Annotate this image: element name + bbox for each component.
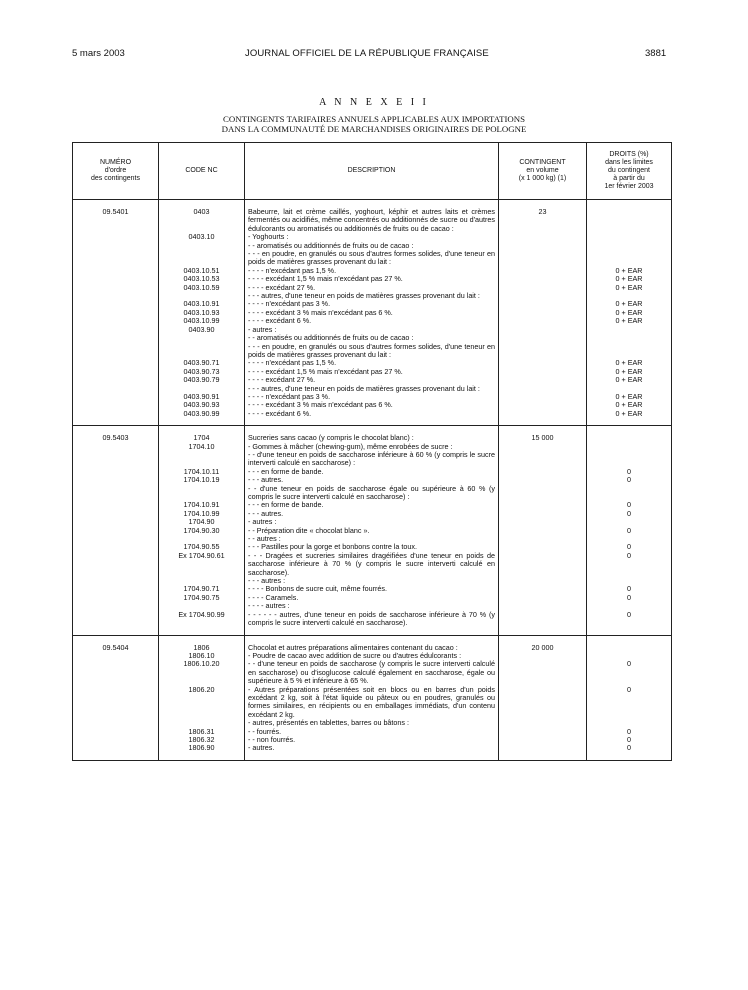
quota-number-cell [73,485,159,502]
description-cell: Chocolat et autres préparations alimentaires contenant du cacao : [245,644,499,652]
duty-cell: 0 [587,468,672,476]
duty-cell: 0 [587,728,672,736]
quota-number-cell: 09.5401 [73,208,159,233]
col-numero-sub2: des contingents [90,175,141,182]
quota-number-cell [73,284,159,292]
volume-cell [499,736,587,744]
nc-code-cell: 0403.10.59 [159,284,245,292]
group-separator [73,753,672,761]
nc-code-cell: Ex 1704.90.61 [159,552,245,577]
volume-cell [499,309,587,317]
duty-cell [587,451,672,468]
volume-cell: 20 000 [499,644,587,652]
quota-number-cell [73,359,159,367]
quota-number-cell [73,660,159,685]
duty-cell: 0 [587,686,672,720]
volume-cell [499,376,587,384]
description-cell: - - - autres. [245,476,499,484]
quota-number-cell [73,309,159,317]
table-row [73,275,672,283]
quota-number-cell [73,476,159,484]
separator-cell [587,628,672,636]
description-cell: Babeurre, lait et crème caillés, yoghourt, képhir et autres laits et crèmes fermentés ou acidifiés, même concentrés ou additionnés de sucre ou d'autres édulcorants ou aromatisés ou additionnés de fruits ou de cacao : [245,208,499,233]
quota-number-cell [73,385,159,393]
table-row [73,611,672,628]
description-cell: - - - - excédant 27 %. [245,376,499,384]
duty-cell: 0 [587,501,672,509]
separator-cell [245,418,499,426]
volume-cell [499,292,587,300]
nc-code-cell: 1704.10.19 [159,476,245,484]
col-header-code: CODE NC [159,143,245,200]
volume-cell [499,275,587,283]
nc-code-cell: 1704.90.71 [159,585,245,593]
description-cell: - - - - - - autres, d'une teneur en poids de saccharose inférieure à 70 % (y compris le sucre interverti calculé en saccharose). [245,611,499,628]
duty-cell: 0 [587,660,672,685]
table-row [73,660,672,685]
duty-cell [587,334,672,342]
table-row [73,728,672,736]
quota-number-cell [73,611,159,628]
duty-cell [587,485,672,502]
col-numero-sub1: d'ordre [104,167,127,174]
col-contingent-title: CONTINGENT [519,159,566,166]
description-cell: - - - - excédant 6 %. [245,317,499,325]
nc-code-cell [159,334,245,342]
quota-number-cell [73,317,159,325]
quota-number-cell [73,275,159,283]
quota-number-cell [73,652,159,660]
duty-cell: 0 [587,744,672,752]
duty-cell: 0 + EAR [587,368,672,376]
volume-cell [499,317,587,325]
volume-cell: 15 000 [499,434,587,442]
header-journal-title: JOURNAL OFFICIEL DE LA RÉPUBLIQUE FRANÇAISE [245,48,489,59]
duty-cell: 0 [587,552,672,577]
nc-code-cell: 1806.32 [159,736,245,744]
volume-cell [499,527,587,535]
description-cell: - Gommes à mâcher (chewing-gum), même enrobées de sucre : [245,443,499,451]
quota-number-cell [73,602,159,610]
nc-code-cell: 0403.10.93 [159,309,245,317]
nc-code-cell: 1806 [159,644,245,652]
volume-cell [499,334,587,342]
description-cell: - - non fourrés. [245,736,499,744]
nc-code-cell: 1704.10.99 [159,510,245,518]
col-header-contingent [499,143,587,200]
annex-subtitle-line1: CONTINGENTS TARIFAIRES ANNUELS APPLICABLES AUX IMPORTATIONS [223,114,525,124]
col-header-droits [587,143,672,200]
nc-code-cell: 1704.90.75 [159,594,245,602]
quota-number-cell: 09.5404 [73,644,159,652]
duty-cell: 0 + EAR [587,275,672,283]
nc-code-cell: 0403.90.71 [159,359,245,367]
description-cell: - - - - n'excédant pas 1,5 %. [245,359,499,367]
quota-number-cell [73,401,159,409]
table-row [73,510,672,518]
nc-code-cell [159,343,245,360]
duty-cell [587,443,672,451]
col-numero-title: NUMÉRO [99,159,132,166]
spacer-cell [587,635,672,644]
quota-number-cell [73,267,159,275]
col-droits-sub2: du contingent [607,167,651,174]
spacer-cell [587,200,672,209]
separator-cell [245,628,499,636]
description-cell: - - - - n'excédant pas 3 %. [245,300,499,308]
duty-cell: 0 + EAR [587,393,672,401]
volume-cell [499,284,587,292]
col-header-numero [73,143,159,200]
volume-cell [499,368,587,376]
description-cell: - - - - excédant 3 % mais n'excédant pas 6 %. [245,401,499,409]
header-date: 5 mars 2003 [72,48,125,59]
volume-cell [499,510,587,518]
table-row [73,410,672,418]
duty-cell: 0 [587,594,672,602]
quota-number-cell [73,686,159,720]
duty-cell [587,326,672,334]
description-cell: - - - - Caramels. [245,594,499,602]
table-row [73,250,672,267]
col-droits-sub4: 1er février 2003 [604,183,654,190]
nc-code-cell [159,451,245,468]
duty-cell: 0 [587,736,672,744]
table-row [73,292,672,300]
volume-cell [499,518,587,526]
quota-number-cell [73,535,159,543]
description-cell: - Autres préparations présentées soit en blocs ou en barres d'un poids excédant 2 kg, soit à l'état liquide ou pâteux ou en poudres, granulés ou formes similaires, en récipients ou en emballages immédiats, d'un contenu excédant 2 kg. [245,686,499,720]
nc-code-cell: 1704.10.11 [159,468,245,476]
quota-number-cell [73,736,159,744]
volume-cell [499,543,587,551]
quota-number-cell [73,326,159,334]
description-cell: - - d'une teneur en poids de saccharose égale ou supérieure à 60 % (y compris le sucre interverti calculé en saccharose) : [245,485,499,502]
nc-code-cell: 1806.10 [159,652,245,660]
volume-cell [499,686,587,720]
description-cell: - Yoghourts : [245,233,499,241]
quota-number-cell [73,242,159,250]
description-cell: - - - en poudre, en granulés ou sous d'autres formes solides, d'une teneur en poids de matières grasses provenant du lait : [245,250,499,267]
description-cell: - - aromatisés ou additionnés de fruits ou de cacao : [245,242,499,250]
quota-number-cell [73,719,159,727]
volume-cell [499,485,587,502]
quota-number-cell [73,594,159,602]
volume-cell [499,359,587,367]
volume-cell [499,242,587,250]
spacer-cell [587,426,672,435]
description-cell: - - Préparation dite « chocolat blanc ». [245,527,499,535]
duty-cell: 0 [587,527,672,535]
volume-cell [499,250,587,267]
nc-code-cell: 1704.90 [159,518,245,526]
nc-code-cell: 1704.10.91 [159,501,245,509]
quota-number-cell [73,343,159,360]
description-cell: - - - Pastilles pour la gorge et bonbons contre la toux. [245,543,499,551]
volume-cell [499,501,587,509]
tariff-quota-table [72,142,672,761]
quota-number-cell [73,233,159,241]
volume-cell [499,326,587,334]
duty-cell: 0 [587,585,672,593]
description-cell: - - - autres : [245,577,499,585]
separator-cell [159,753,245,761]
col-droits-sub1: dans les limites [605,159,653,166]
annex-subtitle-line2: DANS LA COMMUNAUTÉ DE MARCHANDISES ORIGINAIRES DE POLOGNE [221,124,527,134]
description-cell: - autres : [245,518,499,526]
description-cell: - - - en poudre, en granulés ou sous d'autres formes solides, d'une teneur en poids de matières grasses provenant du lait : [245,343,499,360]
nc-code-cell: 0403 [159,208,245,233]
group-separator [73,628,672,636]
description-cell: - autres, présentés en tablettes, barres ou bâtons : [245,719,499,727]
annex-title: A N N E X E I I [319,97,429,108]
separator-cell [587,753,672,761]
volume-cell [499,401,587,409]
quota-number-cell [73,451,159,468]
nc-code-cell: 0403.10.53 [159,275,245,283]
nc-code-cell: 0403.90.79 [159,376,245,384]
duty-cell: 0 + EAR [587,284,672,292]
separator-cell [73,628,159,636]
nc-code-cell: 0403.10.91 [159,300,245,308]
quota-number-cell: 09.5403 [73,434,159,442]
volume-cell [499,476,587,484]
nc-code-cell: 0403.90.73 [159,368,245,376]
group-separator [73,418,672,426]
description-cell: - - - - excédant 27 %. [245,284,499,292]
table-row [73,744,672,752]
quota-number-cell [73,250,159,267]
duty-cell: 0 [587,510,672,518]
description-cell: - autres. [245,744,499,752]
separator-cell [587,418,672,426]
nc-code-cell: 1806.20 [159,686,245,720]
table-row [73,343,672,360]
duty-cell: 0 + EAR [587,359,672,367]
nc-code-cell: 0403.10.51 [159,267,245,275]
separator-cell [73,418,159,426]
quota-number-cell [73,292,159,300]
description-cell: - - - - n'excédant pas 3 %. [245,393,499,401]
nc-code-cell [159,242,245,250]
quota-number-cell [73,552,159,577]
separator-cell [499,418,587,426]
volume-cell [499,468,587,476]
quota-number-cell [73,410,159,418]
duty-cell: 0 [587,611,672,628]
quota-number-cell [73,468,159,476]
table-row [73,719,672,727]
description-cell: - - aromatisés ou additionnés de fruits ou de cacao : [245,334,499,342]
duty-cell [587,250,672,267]
quota-number-cell [73,585,159,593]
separator-cell [159,418,245,426]
table-row [73,451,672,468]
table-row [73,527,672,535]
duty-cell: 0 [587,543,672,551]
description-cell: - Poudre de cacao avec addition de sucre ou d'autres édulcorants : [245,652,499,660]
description-cell: - - - - excédant 3 % mais n'excédant pas 6 %. [245,309,499,317]
table-row [73,518,672,526]
volume-cell [499,267,587,275]
volume-cell [499,611,587,628]
table-row [73,736,672,744]
volume-cell [499,660,587,685]
duty-cell [587,343,672,360]
volume-cell: 23 [499,208,587,233]
duty-cell: 0 + EAR [587,376,672,384]
volume-cell [499,552,587,577]
quota-number-cell [73,334,159,342]
table-row [73,317,672,325]
description-cell: Sucreries sans cacao (y compris le chocolat blanc) : [245,434,499,442]
nc-code-cell: 1806.10.20 [159,660,245,685]
nc-code-cell [159,250,245,267]
nc-code-cell: 0403.90.91 [159,393,245,401]
description-cell: - - fourrés. [245,728,499,736]
quota-number-cell [73,393,159,401]
duty-cell [587,208,672,233]
duty-cell [587,242,672,250]
description-cell: - - - en forme de bande. [245,468,499,476]
duty-cell: 0 + EAR [587,309,672,317]
volume-cell [499,300,587,308]
volume-cell [499,535,587,543]
description-cell: - - d'une teneur en poids de saccharose inférieure à 60 % (y compris le sucre interverti calculé en saccharose) : [245,451,499,468]
table-row [73,585,672,593]
table-row [73,686,672,720]
description-cell: - - - - excédant 6 %. [245,410,499,418]
quota-number-cell [73,527,159,535]
quota-number-cell [73,728,159,736]
separator-cell [73,753,159,761]
table-header-row [73,143,672,200]
volume-cell [499,585,587,593]
volume-cell [499,443,587,451]
volume-cell [499,451,587,468]
table-row [73,501,672,509]
separator-cell [245,753,499,761]
description-cell: - - - en forme de bande. [245,501,499,509]
description-cell: - - - - Bonbons de sucre cuit, même fourrés. [245,585,499,593]
table-row [73,401,672,409]
description-cell: - - - - excédant 1,5 % mais n'excédant pas 27 %. [245,275,499,283]
nc-code-cell: 0403.90.99 [159,410,245,418]
col-header-description: DESCRIPTION [245,143,499,200]
description-cell: - - - autres, d'une teneur en poids de matières grasses provenant du lait : [245,292,499,300]
description-cell: - - - autres. [245,510,499,518]
description-cell: - - autres : [245,535,499,543]
table-row [73,385,672,393]
col-contingent-sub2: (x 1 000 kg) (1) [518,175,567,182]
volume-cell [499,728,587,736]
nc-code-cell: 1704.10 [159,443,245,451]
description-cell: - autres : [245,326,499,334]
nc-code-cell: 1806.31 [159,728,245,736]
duty-cell: 0 + EAR [587,300,672,308]
nc-code-cell: Ex 1704.90.99 [159,611,245,628]
col-contingent-sub1: en volume [526,167,559,174]
volume-cell [499,385,587,393]
volume-cell [499,343,587,360]
nc-code-cell: 1704 [159,434,245,442]
nc-code-cell: 0403.90 [159,326,245,334]
duty-cell: 0 + EAR [587,317,672,325]
nc-code-cell: 1704.90.30 [159,527,245,535]
duty-cell: 0 + EAR [587,267,672,275]
quota-number-cell [73,501,159,509]
volume-cell [499,719,587,727]
volume-cell [499,602,587,610]
description-cell: - - - Dragées et sucreries similaires dragéifiées d'une teneur en poids de saccharose inférieure à 70 % (y compris le sucre interverti calculé en saccharose). [245,552,499,577]
table-row [73,485,672,502]
quota-number-cell [73,543,159,551]
volume-cell [499,233,587,241]
table-row [73,368,672,376]
duty-cell [587,434,672,442]
nc-code-cell: 0403.10.99 [159,317,245,325]
col-droits-sub3: à partir du [613,175,645,182]
volume-cell [499,594,587,602]
table-row [73,468,672,476]
volume-cell [499,652,587,660]
volume-cell [499,577,587,585]
description-cell: - - - - excédant 1,5 % mais n'excédant pas 27 %. [245,368,499,376]
table-row [73,594,672,602]
separator-cell [499,628,587,636]
volume-cell [499,410,587,418]
separator-cell [159,628,245,636]
separator-cell [499,753,587,761]
quota-number-cell [73,577,159,585]
quota-number-cell [73,368,159,376]
col-droits-title: DROITS (%) [609,151,649,158]
table-row [73,208,672,233]
nc-code-cell: 1704.90.55 [159,543,245,551]
nc-code-cell: 1806.90 [159,744,245,752]
duty-cell: 0 + EAR [587,401,672,409]
description-cell: - - - autres, d'une teneur en poids de matières grasses provenant du lait : [245,385,499,393]
quota-number-cell [73,443,159,451]
header-page-number: 3881 [645,48,667,59]
nc-code-cell [159,485,245,502]
volume-cell [499,393,587,401]
description-cell: - - - - n'excédant pas 1,5 %. [245,267,499,275]
duty-cell [587,233,672,241]
description-cell: - - - - autres : [245,602,499,610]
quota-number-cell [73,510,159,518]
quota-number-cell [73,300,159,308]
nc-code-cell: 0403.90.93 [159,401,245,409]
description-cell: - - d'une teneur en poids de saccharose (y compris le sucre interverti calculé en saccharose) ou d'isoglucose calculé également en saccharose, égale ou supérieure à 5 % et inférieure à 65 %. [245,660,499,685]
quota-number-cell [73,376,159,384]
nc-code-cell: 0403.10 [159,233,245,241]
table-row [73,309,672,317]
duty-cell [587,644,672,652]
table-row [73,552,672,577]
quota-number-cell [73,744,159,752]
table-body [73,200,672,761]
duty-cell: 0 [587,476,672,484]
quota-number-cell [73,518,159,526]
duty-cell: 0 + EAR [587,410,672,418]
volume-cell [499,744,587,752]
